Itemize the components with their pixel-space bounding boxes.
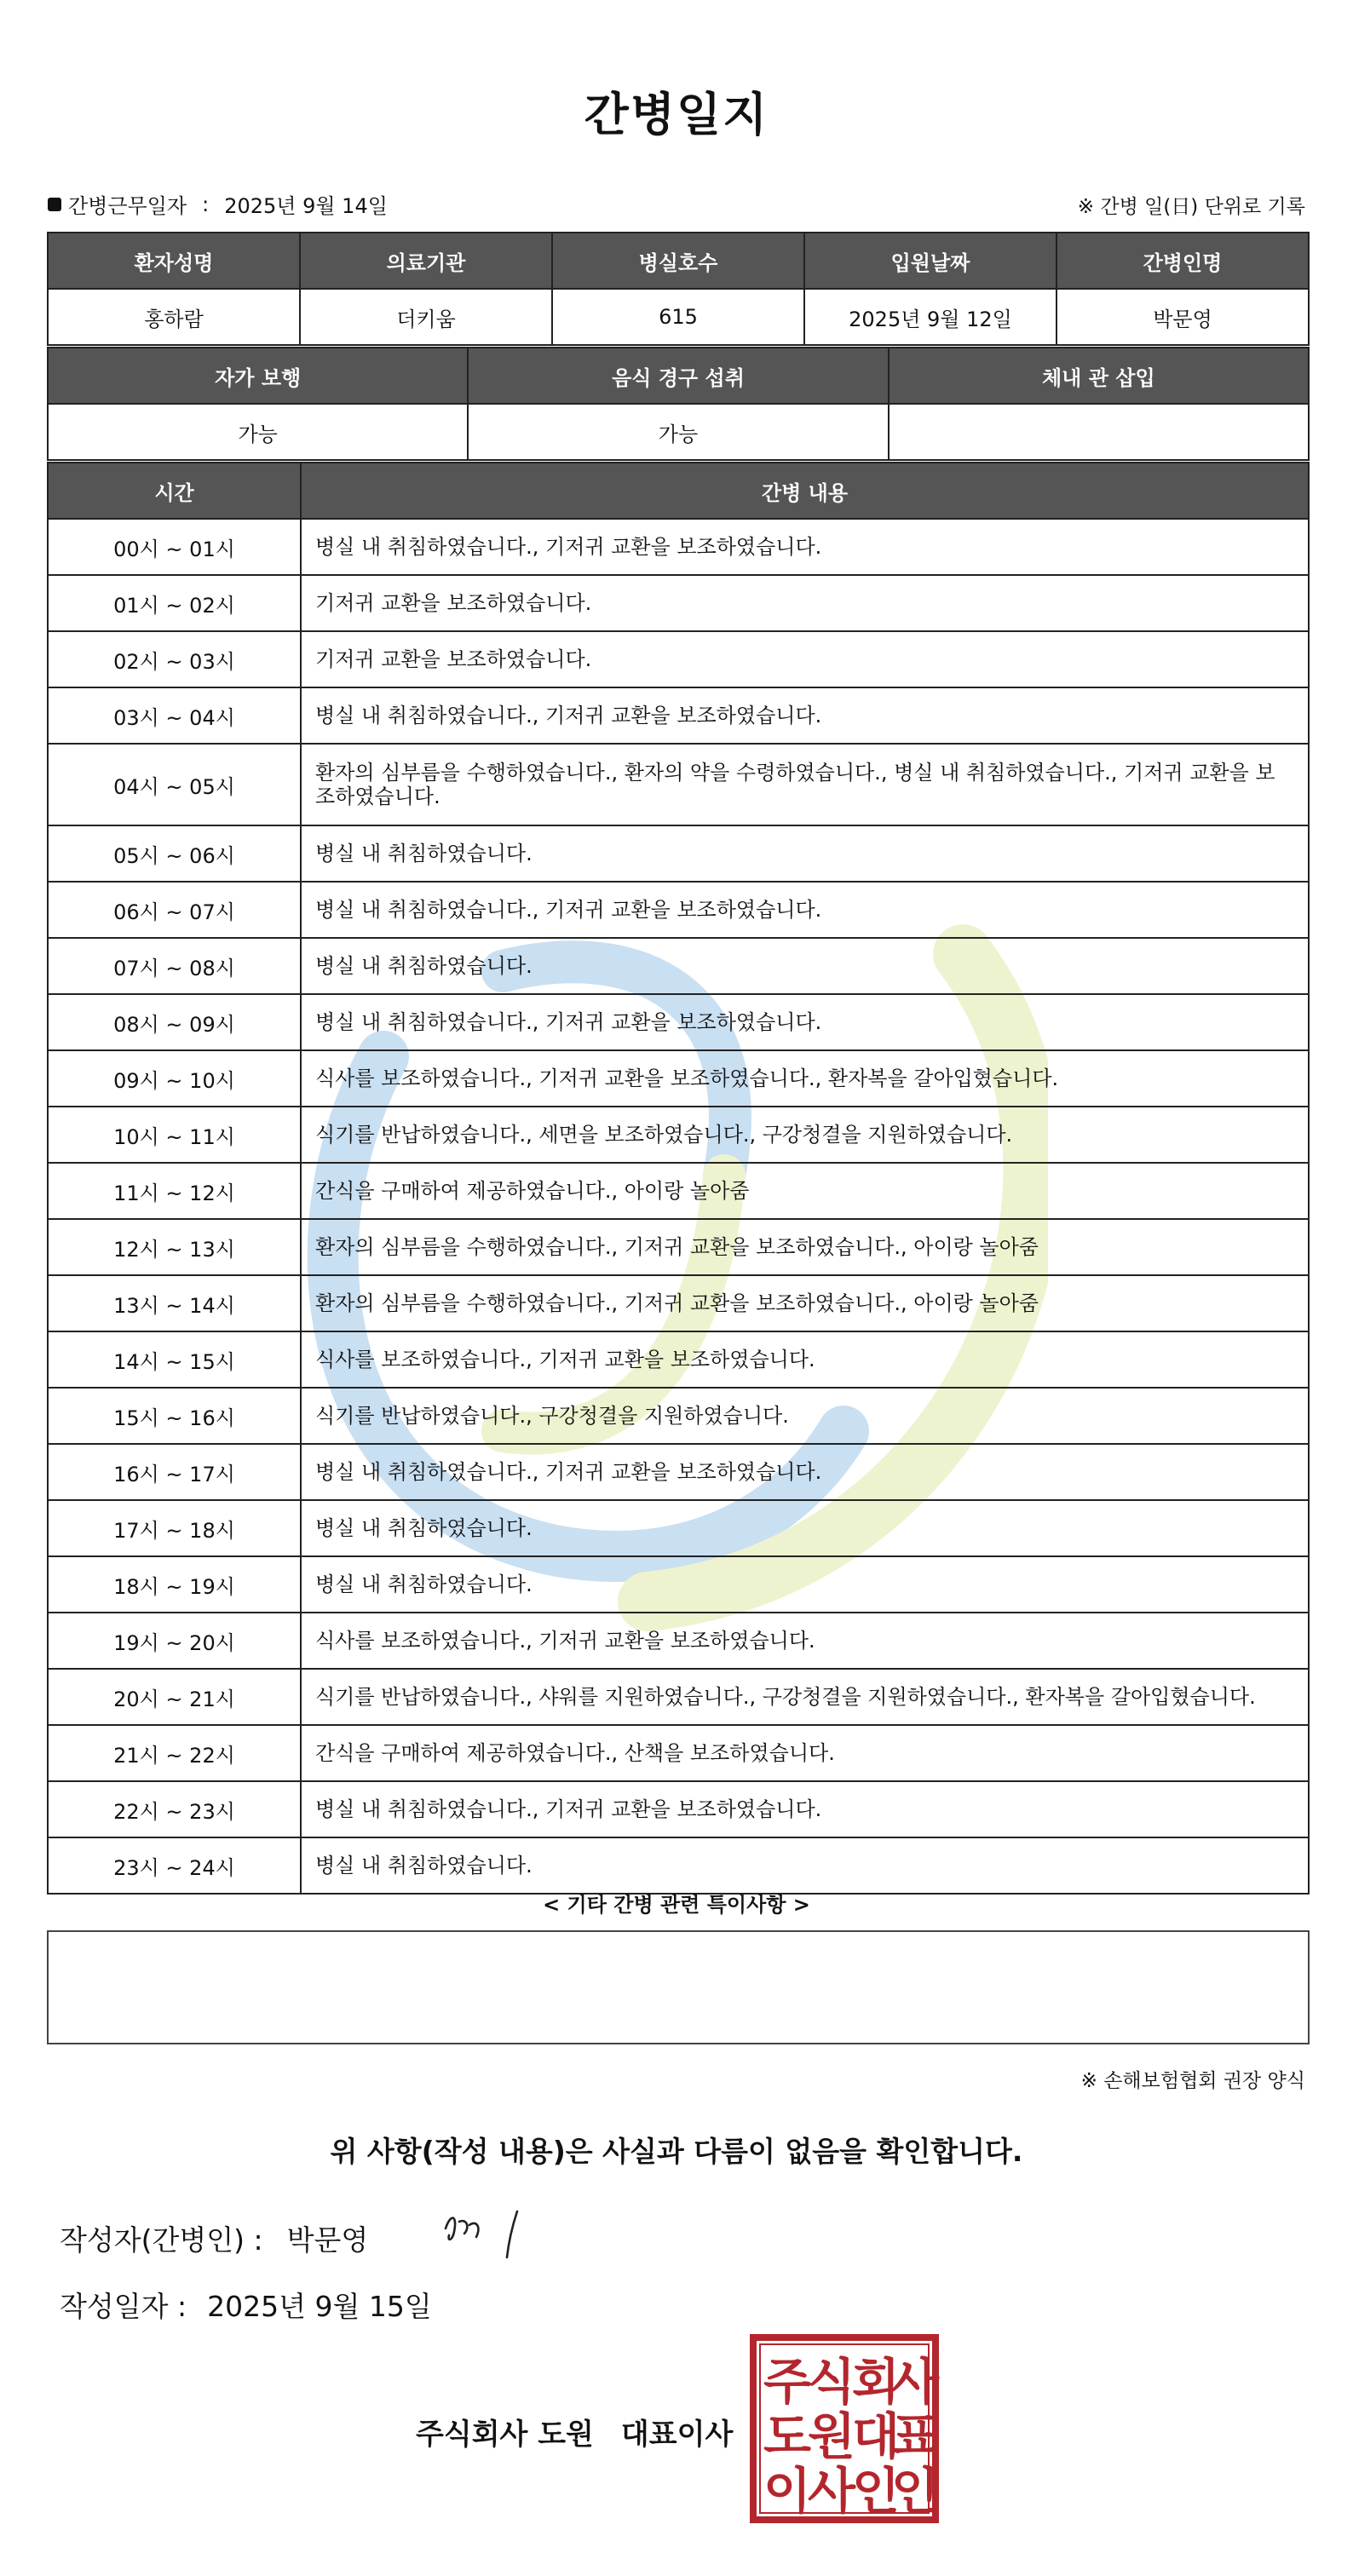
care-log-time: 17시 ~ 18시 — [48, 1500, 301, 1556]
work-date-label: 간병근무일자 — [68, 194, 187, 218]
care-log-time: 08시 ~ 09시 — [48, 994, 301, 1050]
work-date-colon: : — [202, 192, 210, 216]
remarks-box — [47, 1930, 1310, 2044]
care-log-time: 20시 ~ 21시 — [48, 1669, 301, 1725]
care-log-time: 11시 ~ 12시 — [48, 1163, 301, 1219]
care-log-content: 병실 내 취침하였습니다. — [301, 1500, 1309, 1556]
header-room-number: 병실호수 — [552, 233, 804, 289]
care-log-content: 병실 내 취침하였습니다. — [301, 825, 1309, 882]
svg-text:도: 도 — [763, 2407, 812, 2465]
care-log-content: 간식을 구매하여 제공하였습니다., 산책을 보조하였습니다. — [301, 1725, 1309, 1781]
header-admission-date: 입원날짜 — [804, 233, 1056, 289]
care-log-time: 09시 ~ 10시 — [48, 1050, 301, 1107]
care-log-row — [48, 1163, 1309, 1219]
care-log-header-row — [48, 463, 1309, 519]
room-number-value: 615 — [552, 289, 804, 345]
patient-info-header-row — [48, 233, 1309, 289]
care-log-time: 02시 ~ 03시 — [48, 631, 301, 687]
care-log-time: 18시 ~ 19시 — [48, 1556, 301, 1613]
care-log-row — [48, 1388, 1309, 1444]
patient-info-table — [47, 232, 1310, 346]
care-log-time: 04시 ~ 05시 — [48, 744, 301, 825]
company-name: 주식회사 도원 — [416, 2418, 594, 2452]
page-title: 간병일지 — [584, 88, 769, 141]
record-unit-note: ※ 간병 일(日) 단위로 기록 — [1077, 196, 1305, 218]
care-log-row — [48, 1669, 1309, 1725]
care-log-row — [48, 1500, 1309, 1556]
svg-text:사: 사 — [890, 2353, 940, 2411]
care-log-content: 기저귀 교환을 보조하였습니다. — [301, 575, 1309, 631]
care-log-content: 병실 내 취침하였습니다., 기저귀 교환을 보조하였습니다. — [301, 687, 1309, 744]
care-log-content: 병실 내 취침하였습니다., 기저귀 교환을 보조하였습니다. — [301, 519, 1309, 575]
svg-text:대: 대 — [851, 2407, 901, 2465]
work-date-row — [48, 189, 388, 219]
care-log-row — [48, 1331, 1309, 1388]
care-log-content: 병실 내 취침하였습니다. — [301, 1556, 1309, 1613]
care-log-row — [48, 1050, 1309, 1107]
care-log-content: 식사를 보조하였습니다., 기저귀 교환을 보조하였습니다. — [301, 1331, 1309, 1388]
svg-text:회: 회 — [851, 2353, 901, 2411]
svg-text:식: 식 — [807, 2353, 856, 2411]
confirmation-statement: 위 사항(작성 내용)은 사실과 다름이 없음을 확인합니다. — [330, 2135, 1023, 2168]
care-log-content: 식기를 반납하였습니다., 구강청결을 지원하였습니다. — [301, 1388, 1309, 1444]
care-log-content: 식기를 반납하였습니다., 샤워를 지원하였습니다., 구강청결을 지원하였습니다., 환자복을 갈아입혔습니다. — [301, 1669, 1309, 1725]
company-signature-line — [416, 2411, 733, 2452]
care-log-row — [48, 575, 1309, 631]
written-date-row — [60, 2285, 432, 2325]
care-log-time: 00시 ~ 01시 — [48, 519, 301, 575]
bullet-square-icon — [48, 198, 61, 211]
care-log-time: 03시 ~ 04시 — [48, 687, 301, 744]
care-log-row — [48, 687, 1309, 744]
care-log-row — [48, 519, 1309, 575]
header-oral-intake: 음식 경구 섭취 — [468, 348, 888, 404]
care-log-time: 13시 ~ 14시 — [48, 1275, 301, 1331]
care-log-row — [48, 1219, 1309, 1275]
svg-text:사: 사 — [807, 2462, 856, 2520]
care-log-time: 14시 ~ 15시 — [48, 1331, 301, 1388]
writer-label: 작성자(간병인) : — [60, 2223, 263, 2257]
care-log-content: 병실 내 취침하였습니다., 기저귀 교환을 보조하였습니다. — [301, 1444, 1309, 1500]
svg-text:인: 인 — [890, 2462, 940, 2520]
header-caregiver-name: 간병인명 — [1056, 233, 1309, 289]
care-log-content: 식사를 보조하였습니다., 기저귀 교환을 보조하였습니다., 환자복을 갈아입혔습니다. — [301, 1050, 1309, 1107]
header-time: 시간 — [48, 463, 301, 519]
written-date-value: 2025년 9월 15일 — [207, 2290, 432, 2323]
care-log-time: 12시 ~ 13시 — [48, 1219, 301, 1275]
care-log-row — [48, 631, 1309, 687]
care-log-content: 식사를 보조하였습니다., 기저귀 교환을 보조하였습니다. — [301, 1613, 1309, 1669]
company-seal-stamp — [748, 2332, 941, 2525]
care-log-row — [48, 1781, 1309, 1837]
oral-intake-value: 가능 — [468, 404, 888, 460]
care-log-content: 기저귀 교환을 보조하였습니다. — [301, 631, 1309, 687]
form-source-note: ※ 손해보험협회 권장 양식 — [1080, 2070, 1305, 2092]
work-date-value: 2025년 9월 14일 — [224, 194, 388, 218]
care-log-row — [48, 1444, 1309, 1500]
care-log-row — [48, 1613, 1309, 1669]
writer-row — [60, 2218, 368, 2258]
care-log-time: 22시 ~ 23시 — [48, 1781, 301, 1837]
care-log-content: 병실 내 취침하였습니다., 기저귀 교환을 보조하였습니다. — [301, 1781, 1309, 1837]
care-log-row — [48, 1556, 1309, 1613]
care-log-row — [48, 1107, 1309, 1163]
header-hospital: 의료기관 — [300, 233, 552, 289]
self-walking-value: 가능 — [48, 404, 468, 460]
care-log-content: 환자의 심부름을 수행하였습니다., 환자의 약을 수령하였습니다., 병실 내 취침하였습니다., 기저귀 교환을 보조하였습니다. — [301, 744, 1309, 825]
care-log-time: 19시 ~ 20시 — [48, 1613, 301, 1669]
caregiver-name-value: 박문영 — [1056, 289, 1309, 345]
care-log-row — [48, 938, 1309, 994]
admission-date-value: 2025년 9월 12일 — [804, 289, 1056, 345]
header-tube-insertion: 체내 관 삽입 — [889, 348, 1309, 404]
care-log-time: 01시 ~ 02시 — [48, 575, 301, 631]
svg-text:표: 표 — [890, 2407, 940, 2465]
patient-status-value-row — [48, 404, 1309, 460]
care-log-content: 병실 내 취침하였습니다., 기저귀 교환을 보조하였습니다. — [301, 994, 1309, 1050]
care-log-time: 23시 ~ 24시 — [48, 1837, 301, 1894]
care-log-time: 05시 ~ 06시 — [48, 825, 301, 882]
care-log-row — [48, 1275, 1309, 1331]
care-log-time: 15시 ~ 16시 — [48, 1388, 301, 1444]
hospital-value: 더키움 — [300, 289, 552, 345]
care-log-time: 10시 ~ 11시 — [48, 1107, 301, 1163]
care-log-body — [48, 519, 1309, 1894]
patient-status-table — [47, 347, 1310, 461]
handwritten-signature — [439, 2203, 541, 2263]
care-log-time: 21시 ~ 22시 — [48, 1725, 301, 1781]
care-log-content: 간식을 구매하여 제공하였습니다., 아이랑 놀아줌 — [301, 1163, 1309, 1219]
tube-insertion-value — [889, 404, 1309, 460]
care-log-time: 07시 ~ 08시 — [48, 938, 301, 994]
patient-name-value: 홍하람 — [48, 289, 300, 345]
header-patient-name: 환자성명 — [48, 233, 300, 289]
care-log-content: 식기를 반납하였습니다., 세면을 보조하였습니다., 구강청결을 지원하였습니다. — [301, 1107, 1309, 1163]
care-log-row — [48, 1837, 1309, 1894]
care-log-content: 병실 내 취침하였습니다. — [301, 1837, 1309, 1894]
representative-title: 대표이사 — [620, 2418, 734, 2452]
care-log-row — [48, 744, 1309, 825]
care-log-time: 16시 ~ 17시 — [48, 1444, 301, 1500]
care-log-content: 병실 내 취침하였습니다. — [301, 938, 1309, 994]
care-log-time: 06시 ~ 07시 — [48, 882, 301, 938]
patient-info-value-row — [48, 289, 1309, 345]
care-log-row — [48, 882, 1309, 938]
svg-text:원: 원 — [807, 2407, 856, 2465]
svg-text:인: 인 — [851, 2462, 901, 2520]
care-log-row — [48, 825, 1309, 882]
care-log-content: 병실 내 취침하였습니다., 기저귀 교환을 보조하였습니다. — [301, 882, 1309, 938]
care-log-row — [48, 1725, 1309, 1781]
written-date-label: 작성일자 : — [60, 2290, 187, 2323]
care-log-table — [47, 462, 1310, 1895]
patient-status-header-row — [48, 348, 1309, 404]
header-self-walking: 자가 보행 — [48, 348, 468, 404]
svg-text:주: 주 — [763, 2353, 812, 2411]
care-log-content: 환자의 심부름을 수행하였습니다., 기저귀 교환을 보조하였습니다., 아이랑 놀아줌 — [301, 1219, 1309, 1275]
care-log-content: 환자의 심부름을 수행하였습니다., 기저귀 교환을 보조하였습니다., 아이랑 놀아줌 — [301, 1275, 1309, 1331]
remarks-title: < 기타 간병 관련 특이사항 > — [543, 1893, 810, 1917]
svg-text:이: 이 — [763, 2462, 812, 2520]
writer-name: 박문영 — [286, 2223, 369, 2257]
header-care-content: 간병 내용 — [301, 463, 1309, 519]
care-log-row — [48, 994, 1309, 1050]
